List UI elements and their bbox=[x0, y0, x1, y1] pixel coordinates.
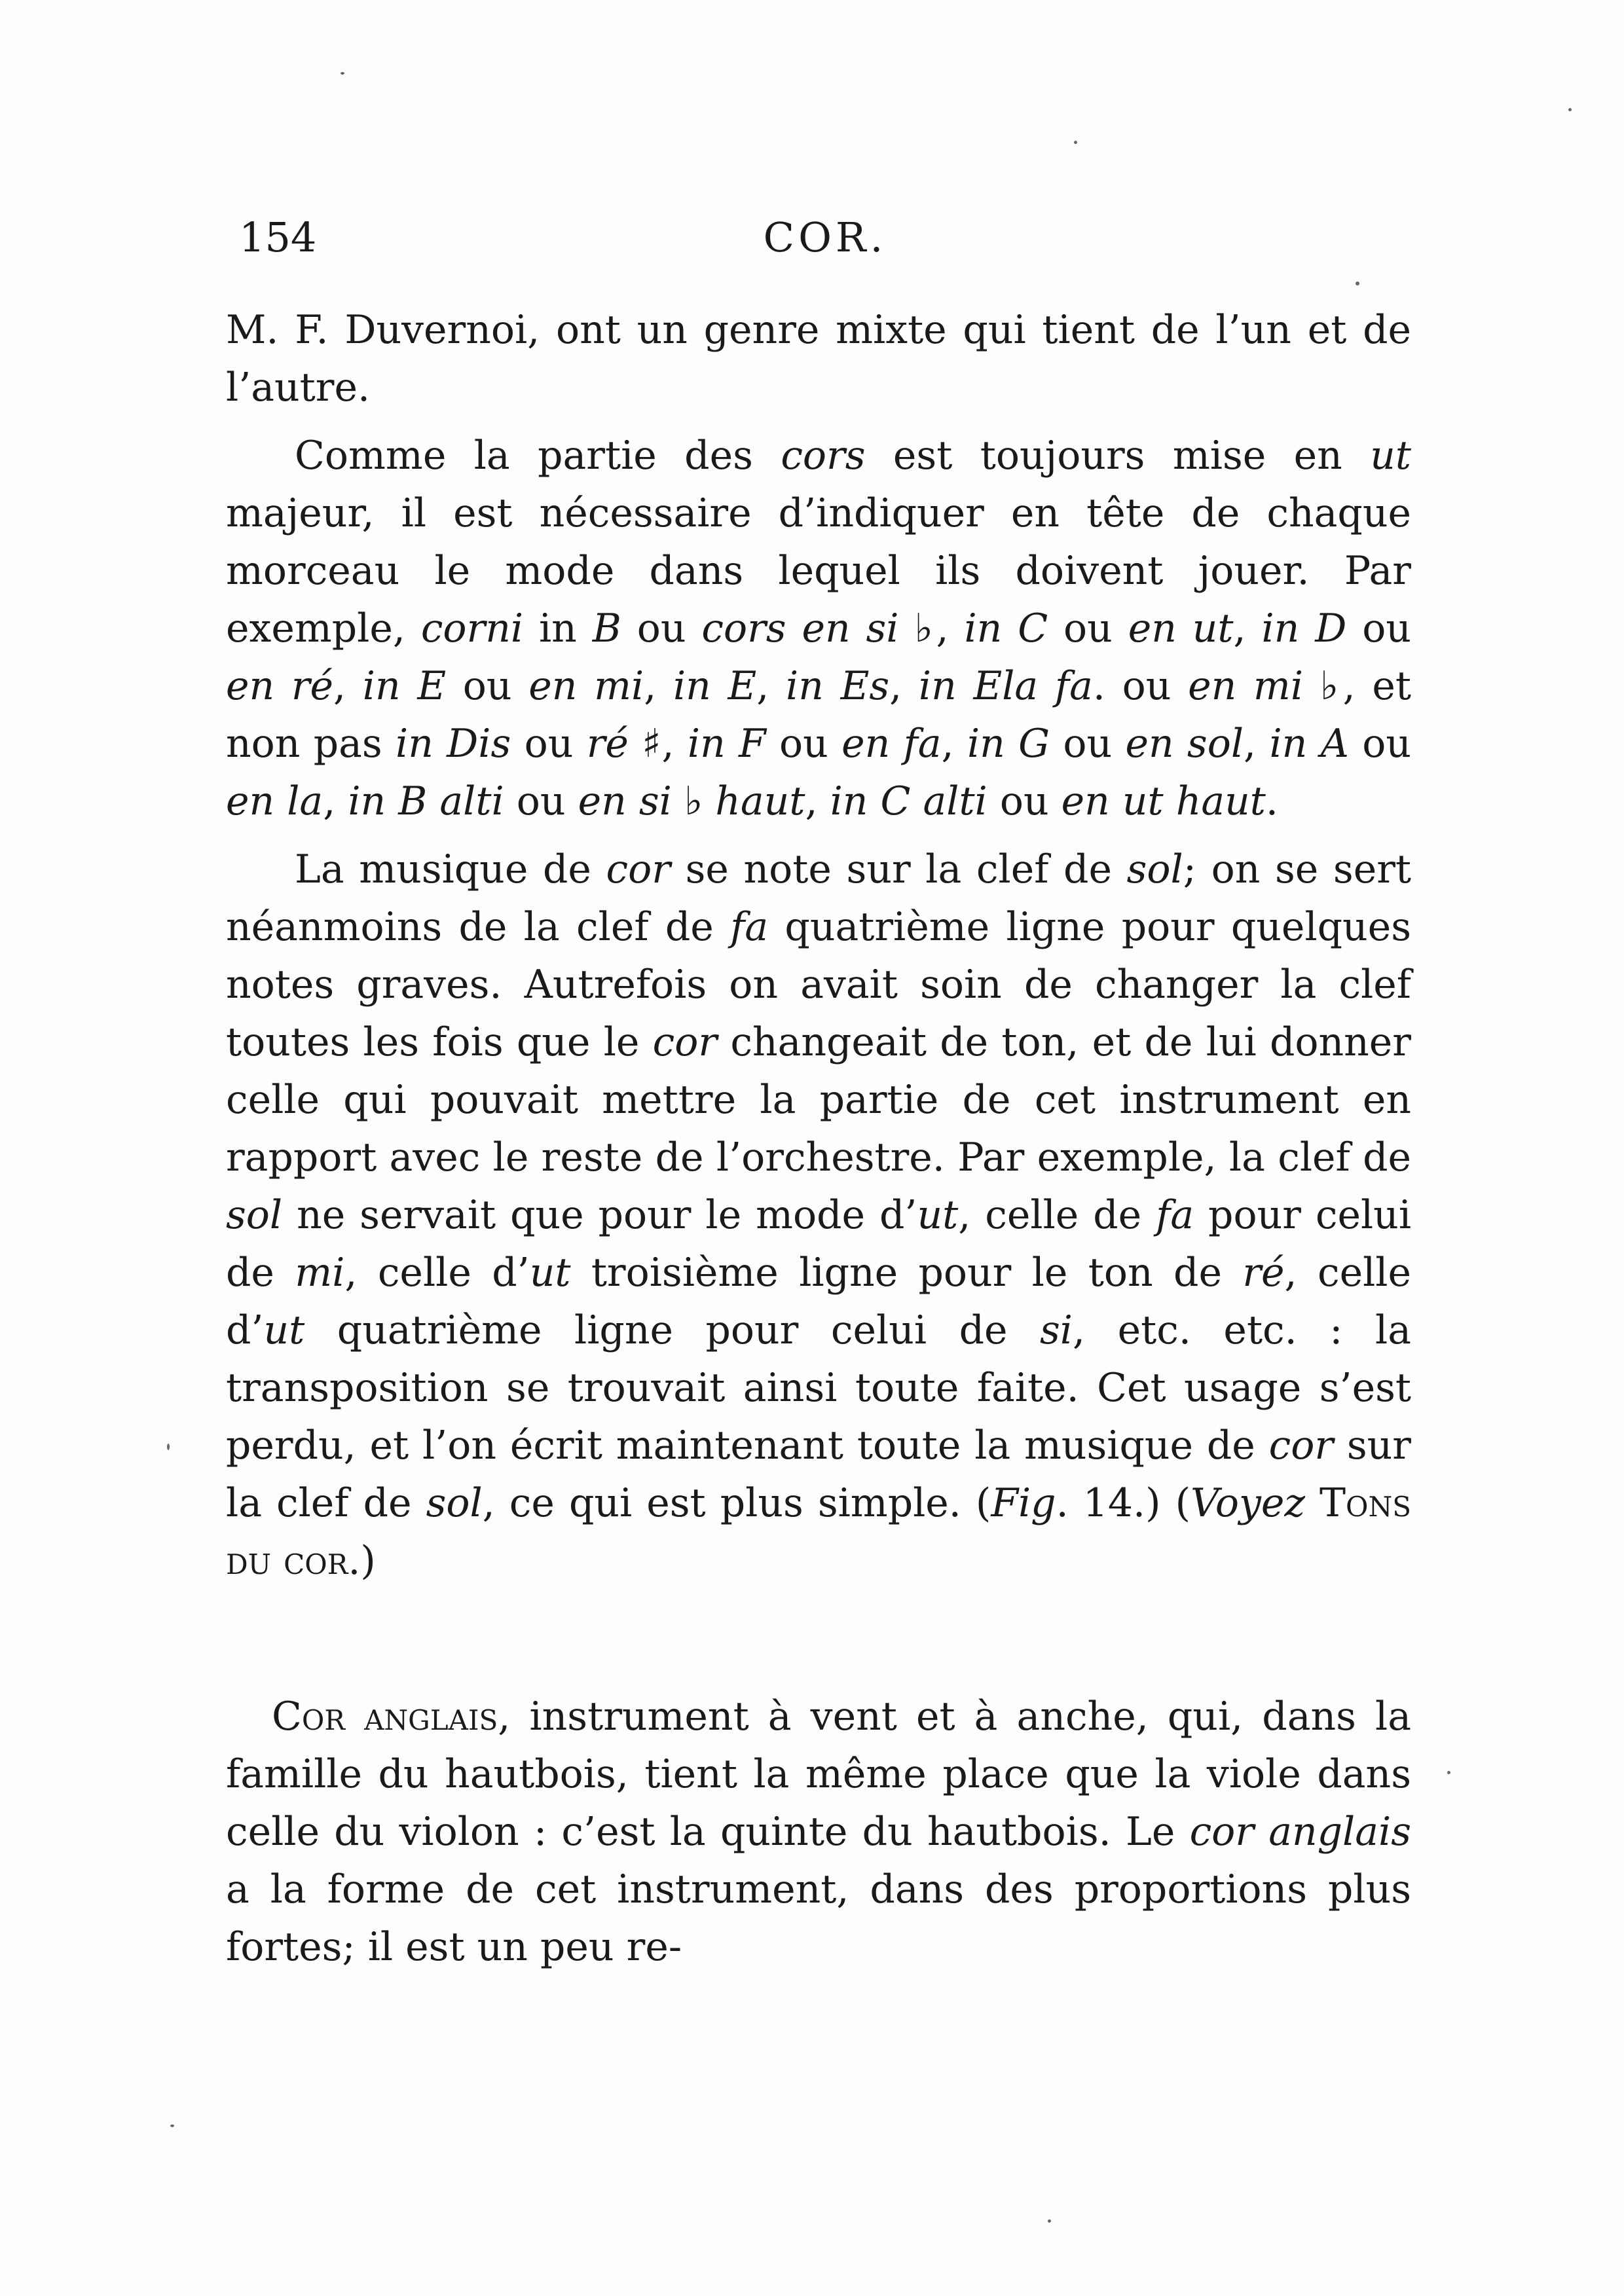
text-segment: en sol bbox=[1125, 721, 1244, 767]
text-segment: en fa bbox=[841, 721, 942, 767]
text-segment: cor bbox=[652, 1019, 718, 1065]
text-segment: in bbox=[523, 606, 593, 651]
paragraph-2 bbox=[226, 427, 1411, 830]
text-segment: , bbox=[323, 778, 348, 824]
text-segment: changeait de ton, et de lui donner celle qui pouvait mettre la partie de cet instrument en rapport avec le reste de l’orchestre. Par exemple, la clef de bbox=[226, 1019, 1411, 1180]
text-segment: ou bbox=[766, 721, 842, 767]
text-segment: ou bbox=[1346, 606, 1411, 651]
paragraph-4 bbox=[226, 1688, 1411, 1976]
print-speck bbox=[170, 2124, 174, 2127]
text-segment: ou bbox=[1050, 721, 1126, 767]
text-segment: in E bbox=[362, 663, 447, 709]
text-segment: in G bbox=[967, 721, 1050, 767]
print-speck bbox=[1048, 2219, 1051, 2223]
text-segment: sol bbox=[226, 1192, 283, 1238]
text-segment: en ut bbox=[1128, 606, 1234, 651]
text-segment: pour celui de bbox=[226, 1192, 1412, 1296]
text-segment: , celle d’ bbox=[344, 1250, 530, 1296]
text-segment: ut bbox=[263, 1307, 305, 1353]
paragraph-1 bbox=[226, 301, 1411, 416]
text-segment: ou bbox=[621, 606, 702, 651]
text-segment: quatrième ligne pour celui de bbox=[304, 1307, 1041, 1353]
print-speck bbox=[1356, 282, 1359, 285]
text-segment: en mi bbox=[528, 663, 644, 709]
text-segment: ut bbox=[917, 1192, 959, 1238]
text-segment: .) bbox=[348, 1538, 376, 1584]
text-segment: en ut haut bbox=[1061, 778, 1266, 824]
text-segment: , instrument à vent et à anche, qui, dans la famille du hautbois, tient la même place que la viole dans celle du violon : c’est la quinte du hautbois. Le bbox=[226, 1694, 1411, 1855]
page-number: 154 bbox=[239, 213, 317, 261]
text-segment: ♭, bbox=[898, 606, 965, 651]
text-segment: in F bbox=[687, 721, 766, 767]
text-segment: en mi bbox=[1188, 663, 1304, 709]
text-segment: ou bbox=[1348, 721, 1412, 767]
text-segment: . ou bbox=[1092, 663, 1189, 709]
text-segment: ♭, et non pas bbox=[226, 663, 1411, 767]
print-speck bbox=[341, 72, 344, 75]
text-segment: Comme la partie des bbox=[295, 433, 781, 479]
text-segment: , ce qui est plus simple. ( bbox=[482, 1480, 991, 1526]
text-segment: quatrième ligne pour quelques notes graves. Autrefois on avait soin de changer la clef toutes les fois que le bbox=[226, 904, 1411, 1065]
paragraph-3 bbox=[226, 841, 1411, 1590]
text-segment: sur la clef de bbox=[226, 1423, 1411, 1526]
text-segment: ♯, bbox=[628, 721, 688, 767]
text-segment: en ré bbox=[226, 663, 334, 709]
page-header bbox=[239, 208, 1411, 267]
text-segment: en la bbox=[226, 778, 323, 824]
text-segment: se note sur la clef de bbox=[670, 847, 1127, 892]
text-segment: . 14.) ( bbox=[1056, 1480, 1190, 1526]
text-segment: ; on se sert néanmoins de la clef de bbox=[226, 847, 1412, 950]
text-segment: , bbox=[756, 663, 786, 709]
print-speck bbox=[1447, 1771, 1450, 1774]
print-speck bbox=[1568, 108, 1572, 111]
text-segment: cor anglais bbox=[1189, 1809, 1411, 1855]
text-segment: , bbox=[1244, 721, 1270, 767]
text-segment: ou bbox=[504, 778, 578, 824]
text-segment: troisième ligne pour le ton de bbox=[570, 1250, 1243, 1296]
text-segment: ou bbox=[446, 663, 529, 709]
text-segment: in Ela fa bbox=[918, 663, 1093, 709]
text-segment bbox=[1305, 1480, 1320, 1526]
text-segment: in D bbox=[1261, 606, 1347, 651]
text-segment: , bbox=[805, 778, 830, 824]
text-segment: haut bbox=[715, 778, 805, 824]
text-segment: La musique de bbox=[295, 847, 606, 892]
text-segment: cor bbox=[1268, 1423, 1334, 1468]
text-segment: , bbox=[333, 663, 363, 709]
text-segment: Cor anglais bbox=[272, 1694, 498, 1740]
text-segment: ou bbox=[511, 721, 587, 767]
text-segment: in B alti bbox=[348, 778, 504, 824]
text-segment: cor bbox=[606, 847, 671, 892]
print-speck bbox=[1074, 141, 1077, 144]
text-segment: ou bbox=[1048, 606, 1128, 651]
text-segment: B bbox=[592, 606, 621, 651]
text-segment: , celle d’ bbox=[226, 1250, 1411, 1353]
text-segment: ré bbox=[586, 721, 629, 767]
text-segment: fa bbox=[730, 904, 769, 950]
text-segment: , bbox=[889, 663, 919, 709]
text-segment: cors en si bbox=[701, 606, 899, 651]
text-segment: sol bbox=[1126, 847, 1183, 892]
text-segment: Voyez bbox=[1190, 1480, 1305, 1526]
text-segment: in C alti bbox=[830, 778, 987, 824]
text-segment: , etc. etc. : la transposition se trouvait ainsi toute faite. Cet usage s’est perdu, et l’on écrit maintenant toute la musique de bbox=[226, 1307, 1411, 1468]
text-segment: M. F. Duvernoi, ont un genre mixte qui tient de l’un et de l’autre. bbox=[226, 307, 1411, 410]
text-segment: , bbox=[1233, 606, 1262, 651]
text-segment: a la forme de cet instrument, dans des proportions plus fortes; il est un peu re- bbox=[226, 1867, 1411, 1970]
text-segment: est toujours mise en bbox=[865, 433, 1371, 479]
text-segment: majeur, il est nécessaire d’indiquer en tête de chaque morceau le mode dans lequel ils doivent jouer. Par exemple, bbox=[226, 490, 1411, 651]
text-segment: ne servait que pour le mode d’ bbox=[282, 1192, 917, 1238]
text-segment: ou bbox=[987, 778, 1061, 824]
text-segment: in E bbox=[673, 663, 757, 709]
text-segment: in Es bbox=[786, 663, 890, 709]
text-segment: , celle de bbox=[958, 1192, 1156, 1238]
text-segment: ut bbox=[1370, 433, 1411, 479]
text-segment: sol bbox=[426, 1480, 483, 1526]
text-segment: en si bbox=[578, 778, 672, 824]
text-segment: , bbox=[644, 663, 673, 709]
text-segment: Fig bbox=[991, 1480, 1056, 1526]
text-segment: corni bbox=[420, 606, 524, 651]
text-segment: . bbox=[1265, 778, 1278, 824]
body-text bbox=[226, 301, 1411, 1976]
text-segment: ut bbox=[529, 1250, 571, 1296]
running-title: COR. bbox=[763, 213, 887, 261]
text-segment: ♭ bbox=[671, 778, 716, 824]
text-segment: cors bbox=[781, 433, 866, 479]
text-segment: Tons du cor bbox=[226, 1480, 1412, 1584]
text-segment: in A bbox=[1269, 721, 1349, 767]
text-segment: si bbox=[1040, 1307, 1073, 1353]
text-segment: in Dis bbox=[396, 721, 511, 767]
text-segment: , bbox=[941, 721, 967, 767]
print-speck bbox=[167, 1444, 170, 1450]
text-segment: ré bbox=[1242, 1250, 1285, 1296]
text-segment: mi bbox=[295, 1250, 345, 1296]
text-segment: fa bbox=[1156, 1192, 1194, 1238]
text-segment: in C bbox=[964, 606, 1048, 651]
